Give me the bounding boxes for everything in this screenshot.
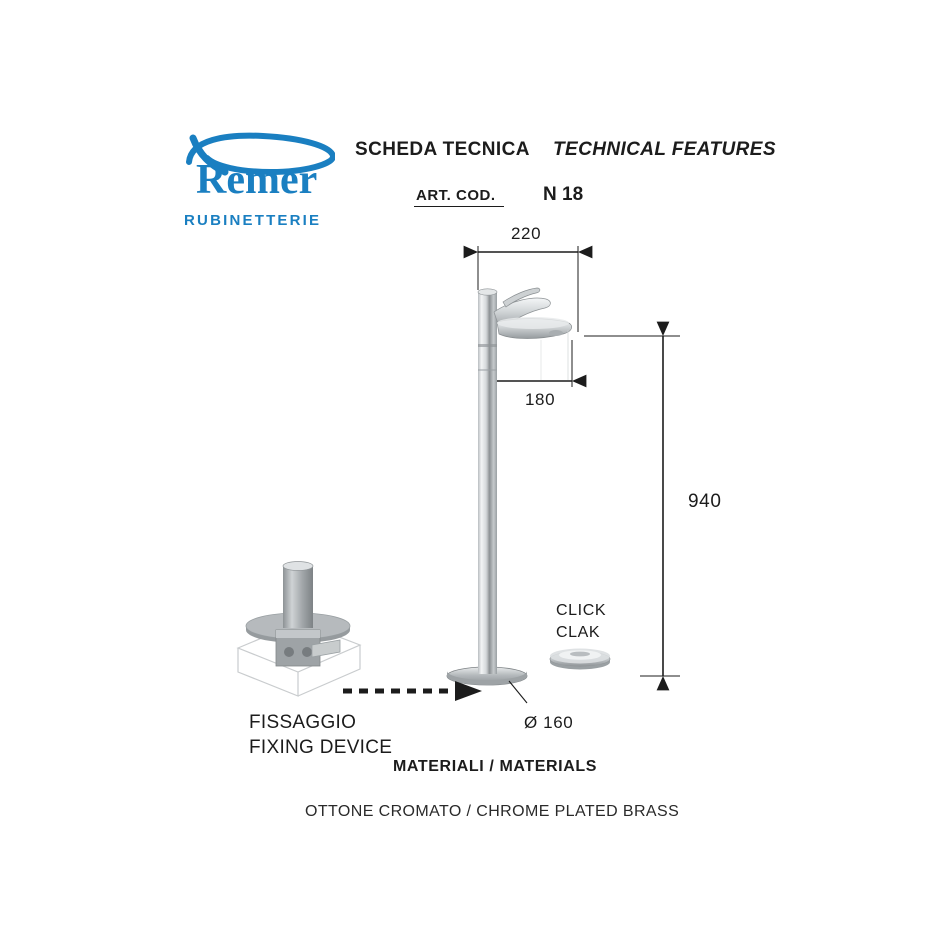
fixing-label-english: FIXING DEVICE <box>249 737 393 758</box>
materials-body: OTTONE CROMATO / CHROME PLATED BRASS <box>305 803 680 820</box>
click-clak-waste <box>550 649 610 670</box>
click-line-1: CLICK <box>556 602 607 619</box>
base-diameter-leader <box>509 681 527 703</box>
logo-wordmark: Remer <box>196 157 318 203</box>
click-line-2: CLAK <box>556 624 601 641</box>
dimension-label-180: 180 <box>525 390 556 409</box>
title-italian: SCHEDA TECNICA <box>355 139 530 160</box>
dimension-label-base-diameter: Ø 160 <box>524 713 574 732</box>
materials-heading: MATERIALI / MATERIALS <box>393 758 597 775</box>
dimension-label-940: 940 <box>688 491 722 512</box>
title-english: TECHNICAL FEATURES <box>553 139 776 160</box>
dimension-180 <box>495 340 572 387</box>
click-clak-annotation <box>556 600 606 644</box>
art-code-label: ART. COD. <box>416 187 496 204</box>
logo-subtitle: RUBINETTERIE <box>184 212 322 229</box>
fixing-arrow <box>343 681 482 701</box>
floor-standing-faucet <box>447 288 572 685</box>
fixing-device-annotation <box>249 710 392 760</box>
fixing-device-assembly <box>238 562 360 697</box>
dimension-label-220: 220 <box>511 224 542 243</box>
fixing-label-italian: FISSAGGIO <box>249 712 357 733</box>
art-code-value: N 18 <box>543 184 584 205</box>
